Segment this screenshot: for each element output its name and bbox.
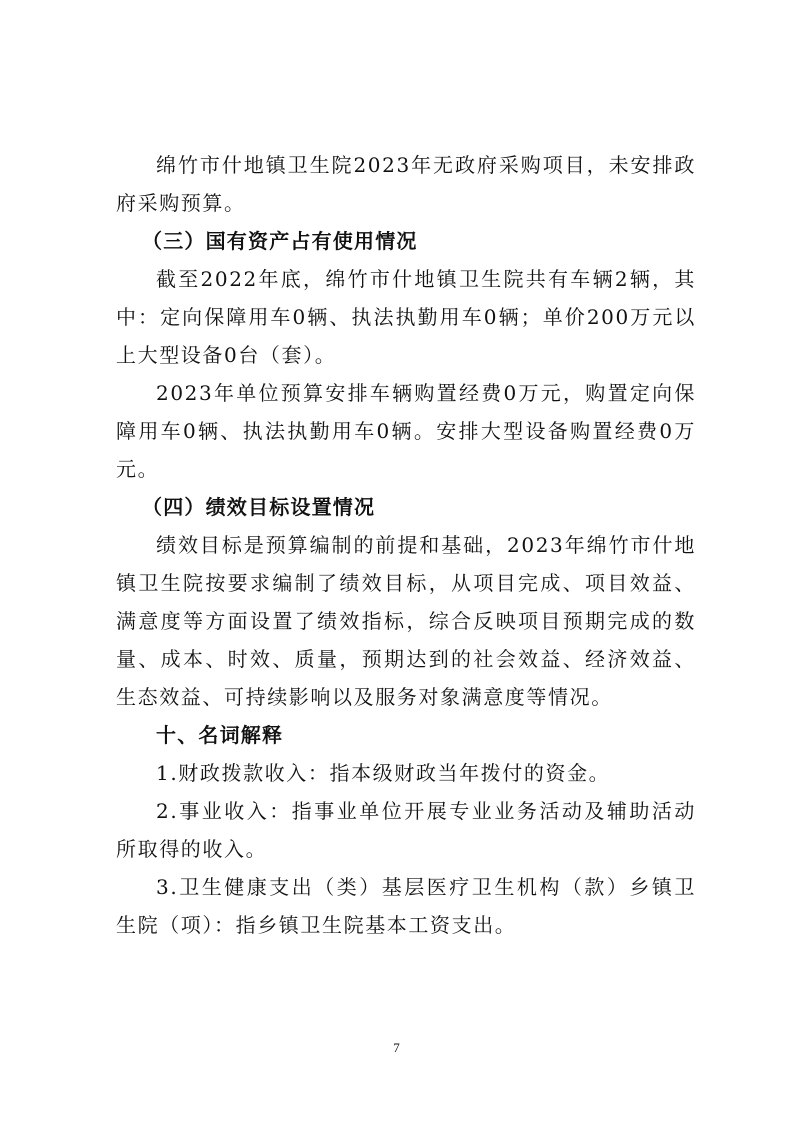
- section-heading-glossary: 十、名词解释: [156, 723, 284, 747]
- glossary-item-1: 1.财政拨款收入：指本级财政当年拨付的资金。: [156, 761, 611, 785]
- vehicle-budget-paragraph: 2023年单位预算安排车辆购置经费0万元，购置定向保障用车0辆、执法执勤用车0辆。安排大型设备购置经费0万元。: [116, 381, 696, 481]
- document-body: [116, 146, 696, 944]
- vehicles-paragraph: 截至2022年底，绵竹市什地镇卫生院共有车辆2辆，其中：定向保障用车0辆、执法执勤用车0辆；单价200万元以上大型设备0台（套）。: [116, 267, 696, 367]
- section-heading-assets: （三）国有资产占有使用情况: [142, 229, 418, 253]
- glossary-item-3: 3.卫生健康支出（类）基层医疗卫生机构（款）乡镇卫生院（项）：指乡镇卫生院基本工资支出。: [116, 875, 696, 937]
- procurement-paragraph: 绵竹市什地镇卫生院2023年无政府采购项目，未安排政府采购预算。: [116, 153, 696, 215]
- page-number: 7: [393, 1040, 400, 1055]
- performance-paragraph: 绩效目标是预算编制的前提和基础，2023年绵竹市什地镇卫生院按要求编制了绩效目标，从项目完成、项目效益、满意度等方面设置了绩效指标，综合反映项目预期完成的数量、成本、时效、质量，预期达到的社会效益、经济效益、生态效益、可持续影响以及服务对象满意度等情况。: [116, 533, 696, 709]
- glossary-item-2: 2.事业收入：指事业单位开展专业业务活动及辅助活动所取得的收入。: [116, 799, 696, 861]
- section-heading-performance: （四）绩效目标设置情况: [142, 495, 376, 519]
